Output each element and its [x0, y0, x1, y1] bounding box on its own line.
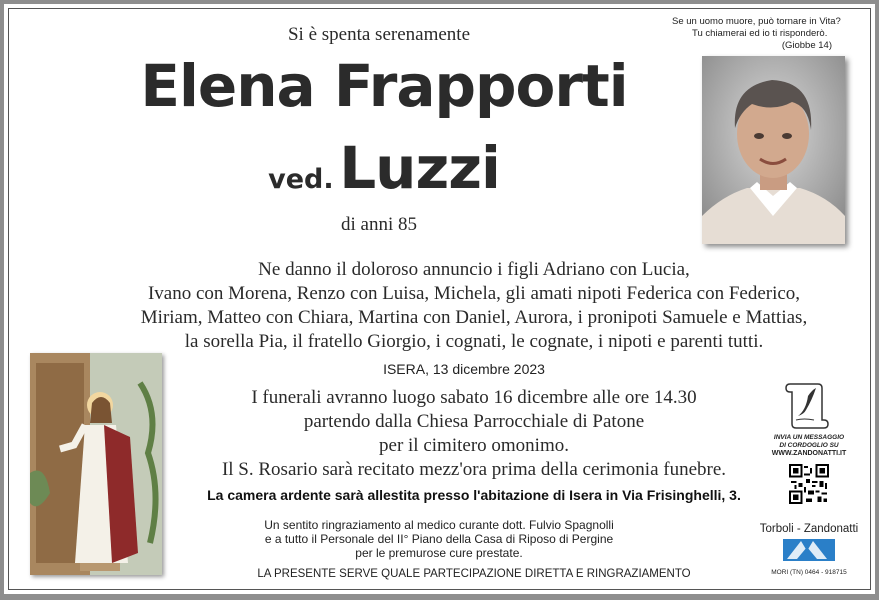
condolence-line-1: INVIA UN MESSAGGIO	[773, 434, 845, 441]
thanks-text	[224, 518, 654, 560]
condolence-line-2: DI CORDOGLIO SU	[779, 442, 839, 449]
announcement-line: Ivano con Morena, Renzo con Luisa, Michela, gli amati nipoti Federica con Federico,	[147, 283, 801, 304]
agency-contact: MORI (TN) 0464 - 918715	[771, 569, 847, 576]
quote-line-1: Se un uomo muore, può tornare in Vita?	[672, 16, 841, 27]
obituary-sheet	[4, 4, 875, 594]
portrait-photo	[702, 56, 845, 244]
thanks-line: e a tutto il Personale del II° Piano della Casa di Riposo di Pergine	[264, 532, 614, 546]
married-name: Luzzi	[339, 134, 500, 202]
agency-logo	[783, 539, 835, 561]
widow-prefix: ved.	[268, 164, 334, 195]
condolence-url[interactable]: WWW.ZANDONATTI.IT	[771, 450, 847, 457]
bible-quote	[672, 16, 872, 52]
religious-image	[30, 353, 162, 575]
married-name-line	[214, 134, 554, 202]
intro-text: Si è spenta serenamente	[287, 24, 470, 45]
quote-reference: (Giobbe 14)	[781, 40, 832, 51]
agency-name: Torboli - Zandonatti	[759, 523, 859, 535]
quote-line-2: Tu chiamerai ed io ti risponderò.	[692, 28, 828, 39]
qr-code-icon[interactable]	[789, 464, 829, 504]
funeral-line: Il S. Rosario sarà recitato mezz'ora prima della cerimonia funebre.	[221, 459, 727, 480]
age-text: di anni 85	[341, 214, 417, 235]
place-date: ISERA, 13 dicembre 2023	[383, 361, 545, 377]
footer-text: LA PRESENTE SERVE QUALE PARTECIPAZIONE DIRETTA E RINGRAZIAMENTO	[257, 568, 691, 580]
deceased-name: Elena Frapporti	[140, 52, 628, 120]
announcement-line: Miriam, Matteo con Chiara, Martina con Daniel, Aurora, i pronipoti Samuele e Mattias,	[140, 307, 808, 328]
announcement-line: la sorella Pia, il fratello Giorgio, i cognati, le cognate, i nipoti e parenti tutti.	[184, 331, 764, 352]
condolence-text	[761, 434, 857, 450]
funeral-line: I funerali avranno luogo sabato 16 dicembre alle ore 14.30	[251, 387, 697, 408]
thanks-line: Un sentito ringraziamento al medico curante dott. Fulvio Spagnolli	[264, 518, 614, 532]
funeral-line: per il cimitero omonimo.	[379, 435, 569, 456]
announcement-line: Ne danno il doloroso annuncio i figli Adriano con Lucia,	[258, 259, 690, 280]
funeral-details	[174, 386, 774, 482]
thanks-line: per le premurose cure prestate.	[355, 546, 523, 560]
funeral-line: partendo dalla Chiesa Parrocchiale di Patone	[303, 411, 645, 432]
announcement	[94, 258, 854, 354]
chamber-notice: La camera ardente sarà allestita presso l'abitazione di Isera in Via Frisinghelli, 3.	[207, 487, 741, 503]
scroll-quill-icon[interactable]	[784, 380, 830, 430]
